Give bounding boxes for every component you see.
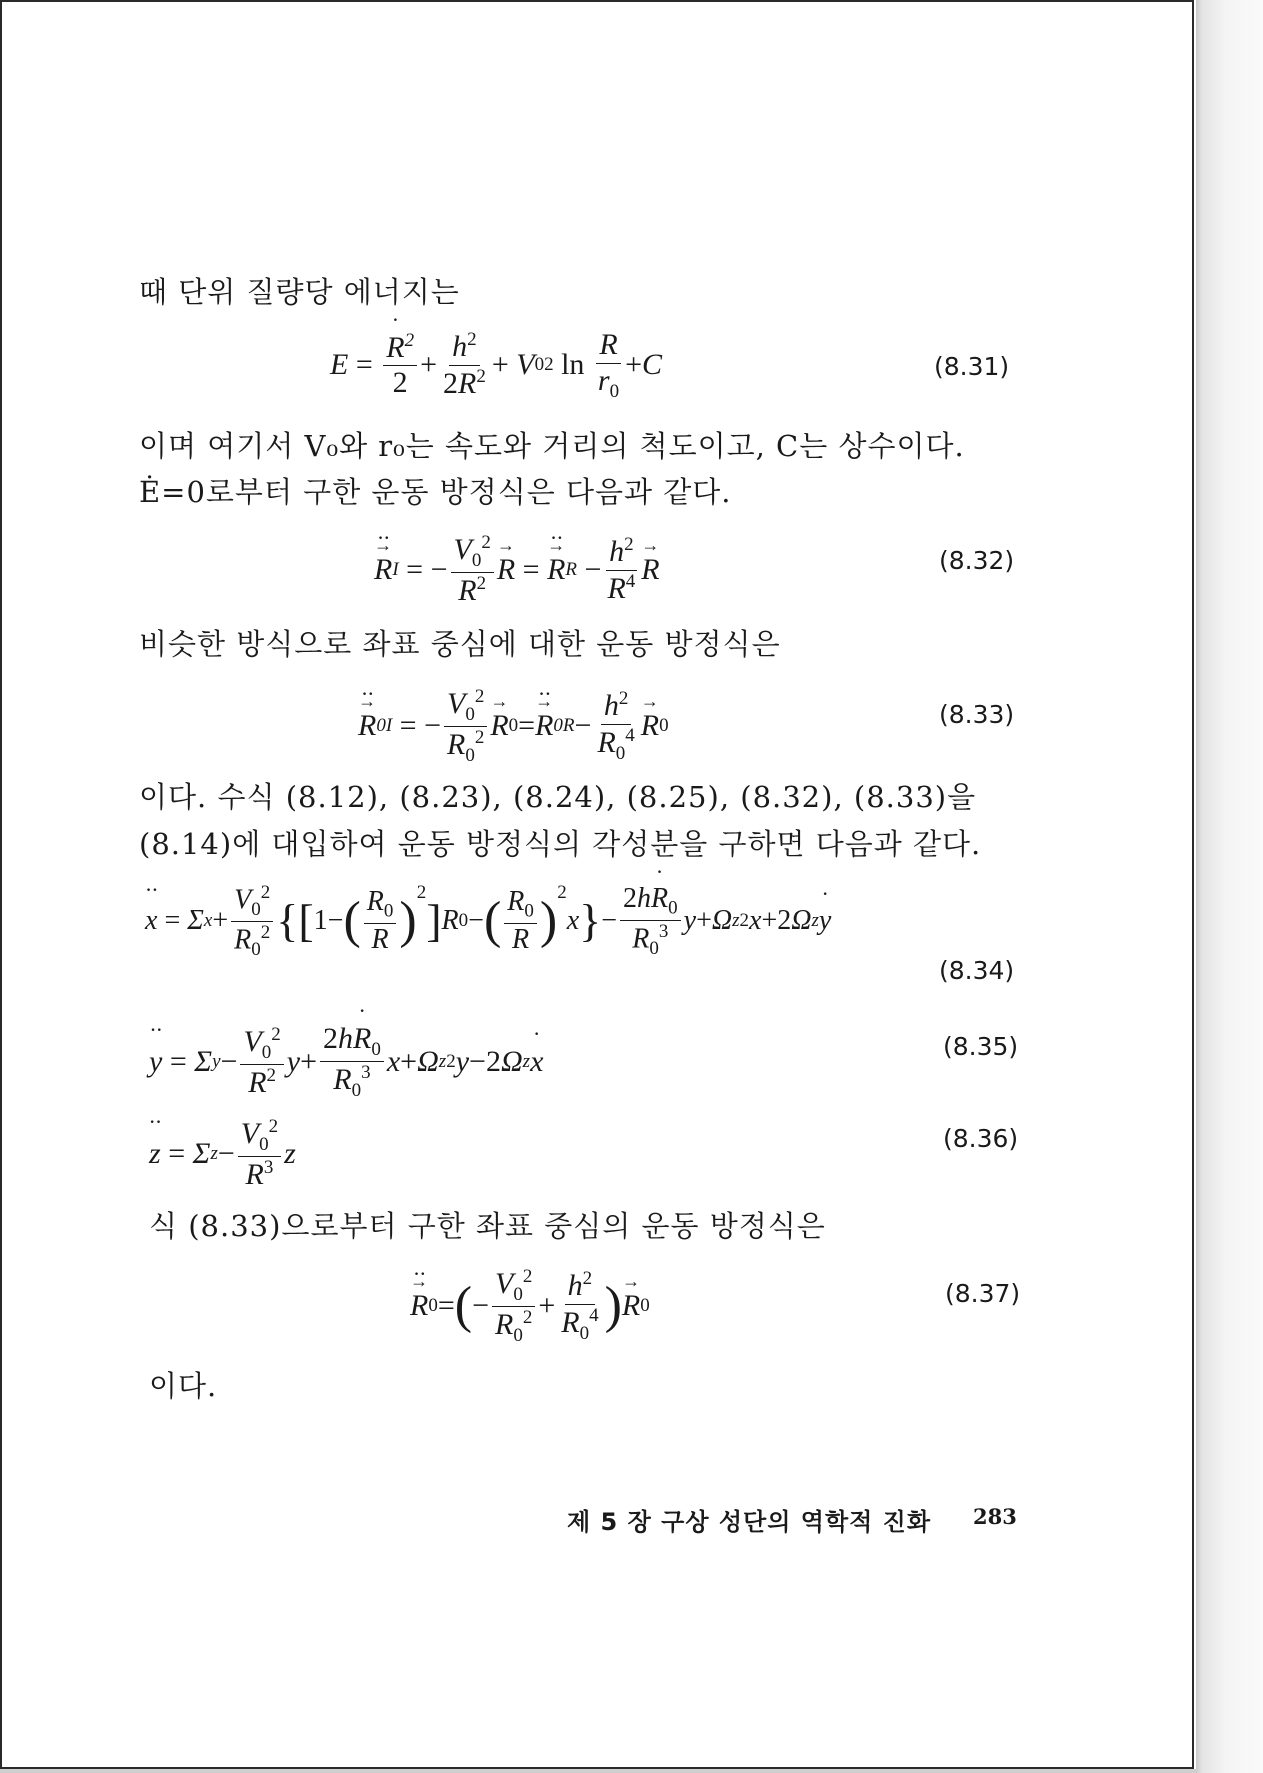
paragraph-constants: 이며 여기서 V₀와 r₀는 속도와 거리의 척도이고, C는 상수이다. xyxy=(139,429,965,463)
equation-8-36: z ·· = Σ z − $\frac{V_0^2}{R^3}$ z xyxy=(149,1116,296,1192)
page-edge-shadow xyxy=(1196,0,1263,1773)
paragraph-energy-intro: 때 단위 질량당 에너지는 xyxy=(139,275,460,309)
equation-number-8-37: (8.37) xyxy=(945,1279,1021,1308)
equation-number-8-33: (8.33) xyxy=(939,700,1015,729)
equation-number-8-35: (8.35) xyxy=(943,1032,1019,1061)
equation-8-34: x ·· = Σ x + $\frac{V_0^2}{R_0^2}$ { [ 1− ( $\frac{R_0}{R}$ ) $^2$ ] R 0 − ( $\frac{R_0}{R}$ ) $^2$ x } − $\frac{2hR \cdot_0}{R_0^3}$ y + Ω z 2 x +2 Ω z y · xyxy=(145,882,831,961)
equation-number-8-32: (8.32) xyxy=(939,546,1015,575)
equation-8-37: → R ·· 0 = ( − $\frac{V_0^2}{R_0^2}$ + $\frac{h^2}{R_0^4}$ ) → R 0 xyxy=(410,1266,650,1347)
equation-number-8-34: (8.34) xyxy=(939,956,1015,985)
paragraph-center-equation: 식 (8.33)으로부터 구한 좌표 중심의 운동 방정식은 xyxy=(149,1209,826,1243)
equation-8-32: → R ·· I = − $\frac{V_0^2}{R^2}$ → R = → R ·· R − $\frac{h^2}{R^4}$ → R xyxy=(374,532,660,608)
chapter-footer: 제 5 장 구상 성단의 역학적 진화 xyxy=(567,1508,932,1536)
page-bottom-shadow xyxy=(0,1769,1196,1773)
equation-8-33: → R ·· 0I = − $\frac{V_0^2}{R_0^2}$ → R 0 = → R ·· 0R − $\frac{h^2}{R_0^4}$ → R 0 xyxy=(358,686,669,767)
equation-number-8-31: (8.31) xyxy=(934,352,1010,381)
paragraph-substitution-2: (8.14)에 대입하여 운동 방정식의 각성분을 구하면 다음과 같다. xyxy=(139,827,982,861)
paragraph-closing: 이다. xyxy=(149,1369,218,1403)
equation-8-35: y ·· = Σ y − $\frac{V_0^2}{R^2}$ y + $\frac{2hR \cdot_0}{R_0^3}$ x + Ω z 2 y −2 Ω z x · xyxy=(149,1022,543,1102)
page-number: 283 xyxy=(973,1504,1017,1529)
paragraph-substitution-1: 이다. 수식 (8.12), (8.23), (8.24), (8.25), (8.32), (8.33)을 xyxy=(139,780,977,814)
paragraph-center-motion: 비슷한 방식으로 좌표 중심에 대한 운동 방정식은 xyxy=(139,627,781,661)
equation-8-31: E = $\frac{R \cdot^2}{2}$ + $\frac{h^2}{2R^2}$ + V 0 2 ln $\frac{R}{r_0}$ + C xyxy=(330,328,662,402)
equation-number-8-36: (8.36) xyxy=(943,1124,1019,1153)
paragraph-motion-intro: Ė=0로부터 구한 운동 방정식은 다음과 같다. xyxy=(139,475,732,509)
